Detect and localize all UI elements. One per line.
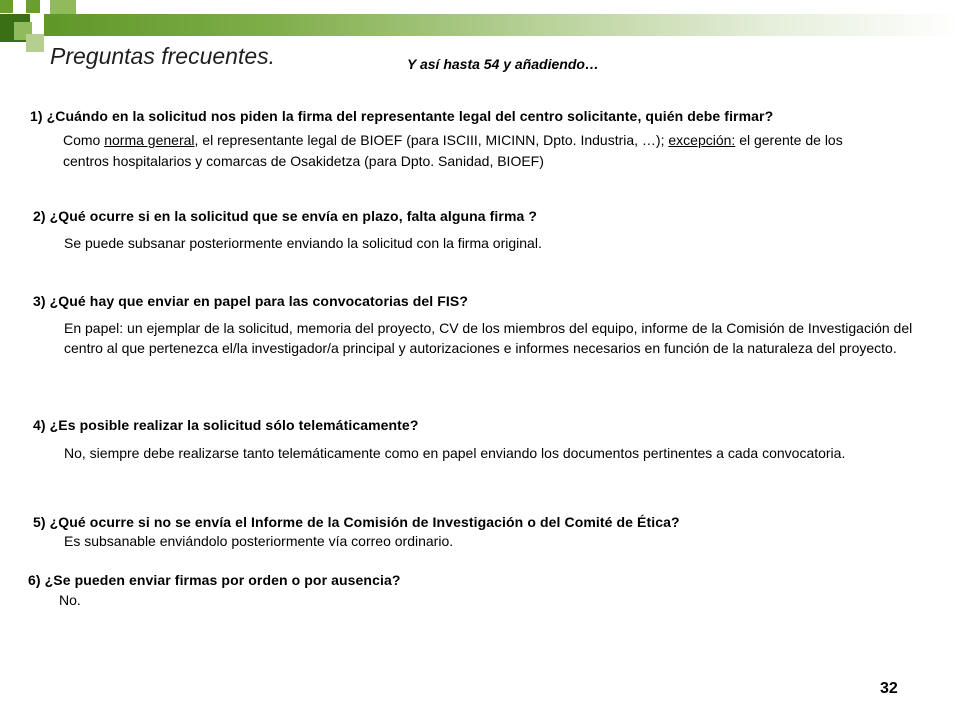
deco-square (26, 34, 44, 52)
faq-answer-1: Como norma general, el representante legal de BIOEF (para ISCIII, MICINN, Dpto. Industria, …); excepción: el gerente de los centros hospitalarios y comarcas de Osakidetza (para Dpto. Sanidad, BIOEF) (63, 132, 843, 169)
faq-answer-3: En papel: un ejemplar de la solicitud, memoria del proyecto, CV de los miembros del equipo, informe de la Comisión de Investigación del centro al que pertenezca el/la investigador/a principal y autorizaciones e informes necesarios en función de la naturaleza del proyecto. (64, 320, 913, 356)
faq-question-3: 3) ¿Qué hay que enviar en papel para las convocatorias del FIS? (33, 293, 468, 309)
faq-question-6: 6) ¿Se pueden enviar firmas por orden o por ausencia? (28, 572, 401, 588)
underlined-norma-general: norma general (104, 132, 195, 148)
faq-question-4: 4) ¿Es posible realizar la solicitud sólo telemáticamente? (33, 417, 419, 433)
page-subtitle: Y así hasta 54 y añadiendo… (407, 56, 599, 72)
header-gradient-bar (44, 14, 960, 36)
faq-question-5: 5) ¿Qué ocurre si no se envía el Informe de la Comisión de Investigación o del Comité de Ética? (33, 514, 680, 530)
faq-answer-2: Se puede subsanar posteriormente enviando la solicitud con la firma original. (64, 235, 542, 251)
page-title: Preguntas frecuentes. (50, 43, 276, 69)
deco-square (26, 0, 40, 13)
faq-answer-5: Es subsanable enviándolo posteriormente vía correo ordinario. (64, 533, 454, 549)
deco-square (0, 0, 13, 13)
faq-question-2: 2) ¿Qué ocurre si en la solicitud que se envía en plazo, falta alguna firma ? (33, 208, 538, 224)
faq-answer-4: No, siempre debe realizarse tanto telemáticamente como en papel enviando los documentos pertinentes a cada convocatoria. (64, 445, 846, 461)
underlined-excepcion: excepción: (668, 132, 736, 148)
faq-answer-6: No. (59, 592, 81, 608)
faq-question-1: 1) ¿Cuándo en la solicitud nos piden la firma del representante legal del centro solicitante, quién debe firmar? (30, 108, 774, 124)
page-number: 32 (880, 680, 898, 697)
